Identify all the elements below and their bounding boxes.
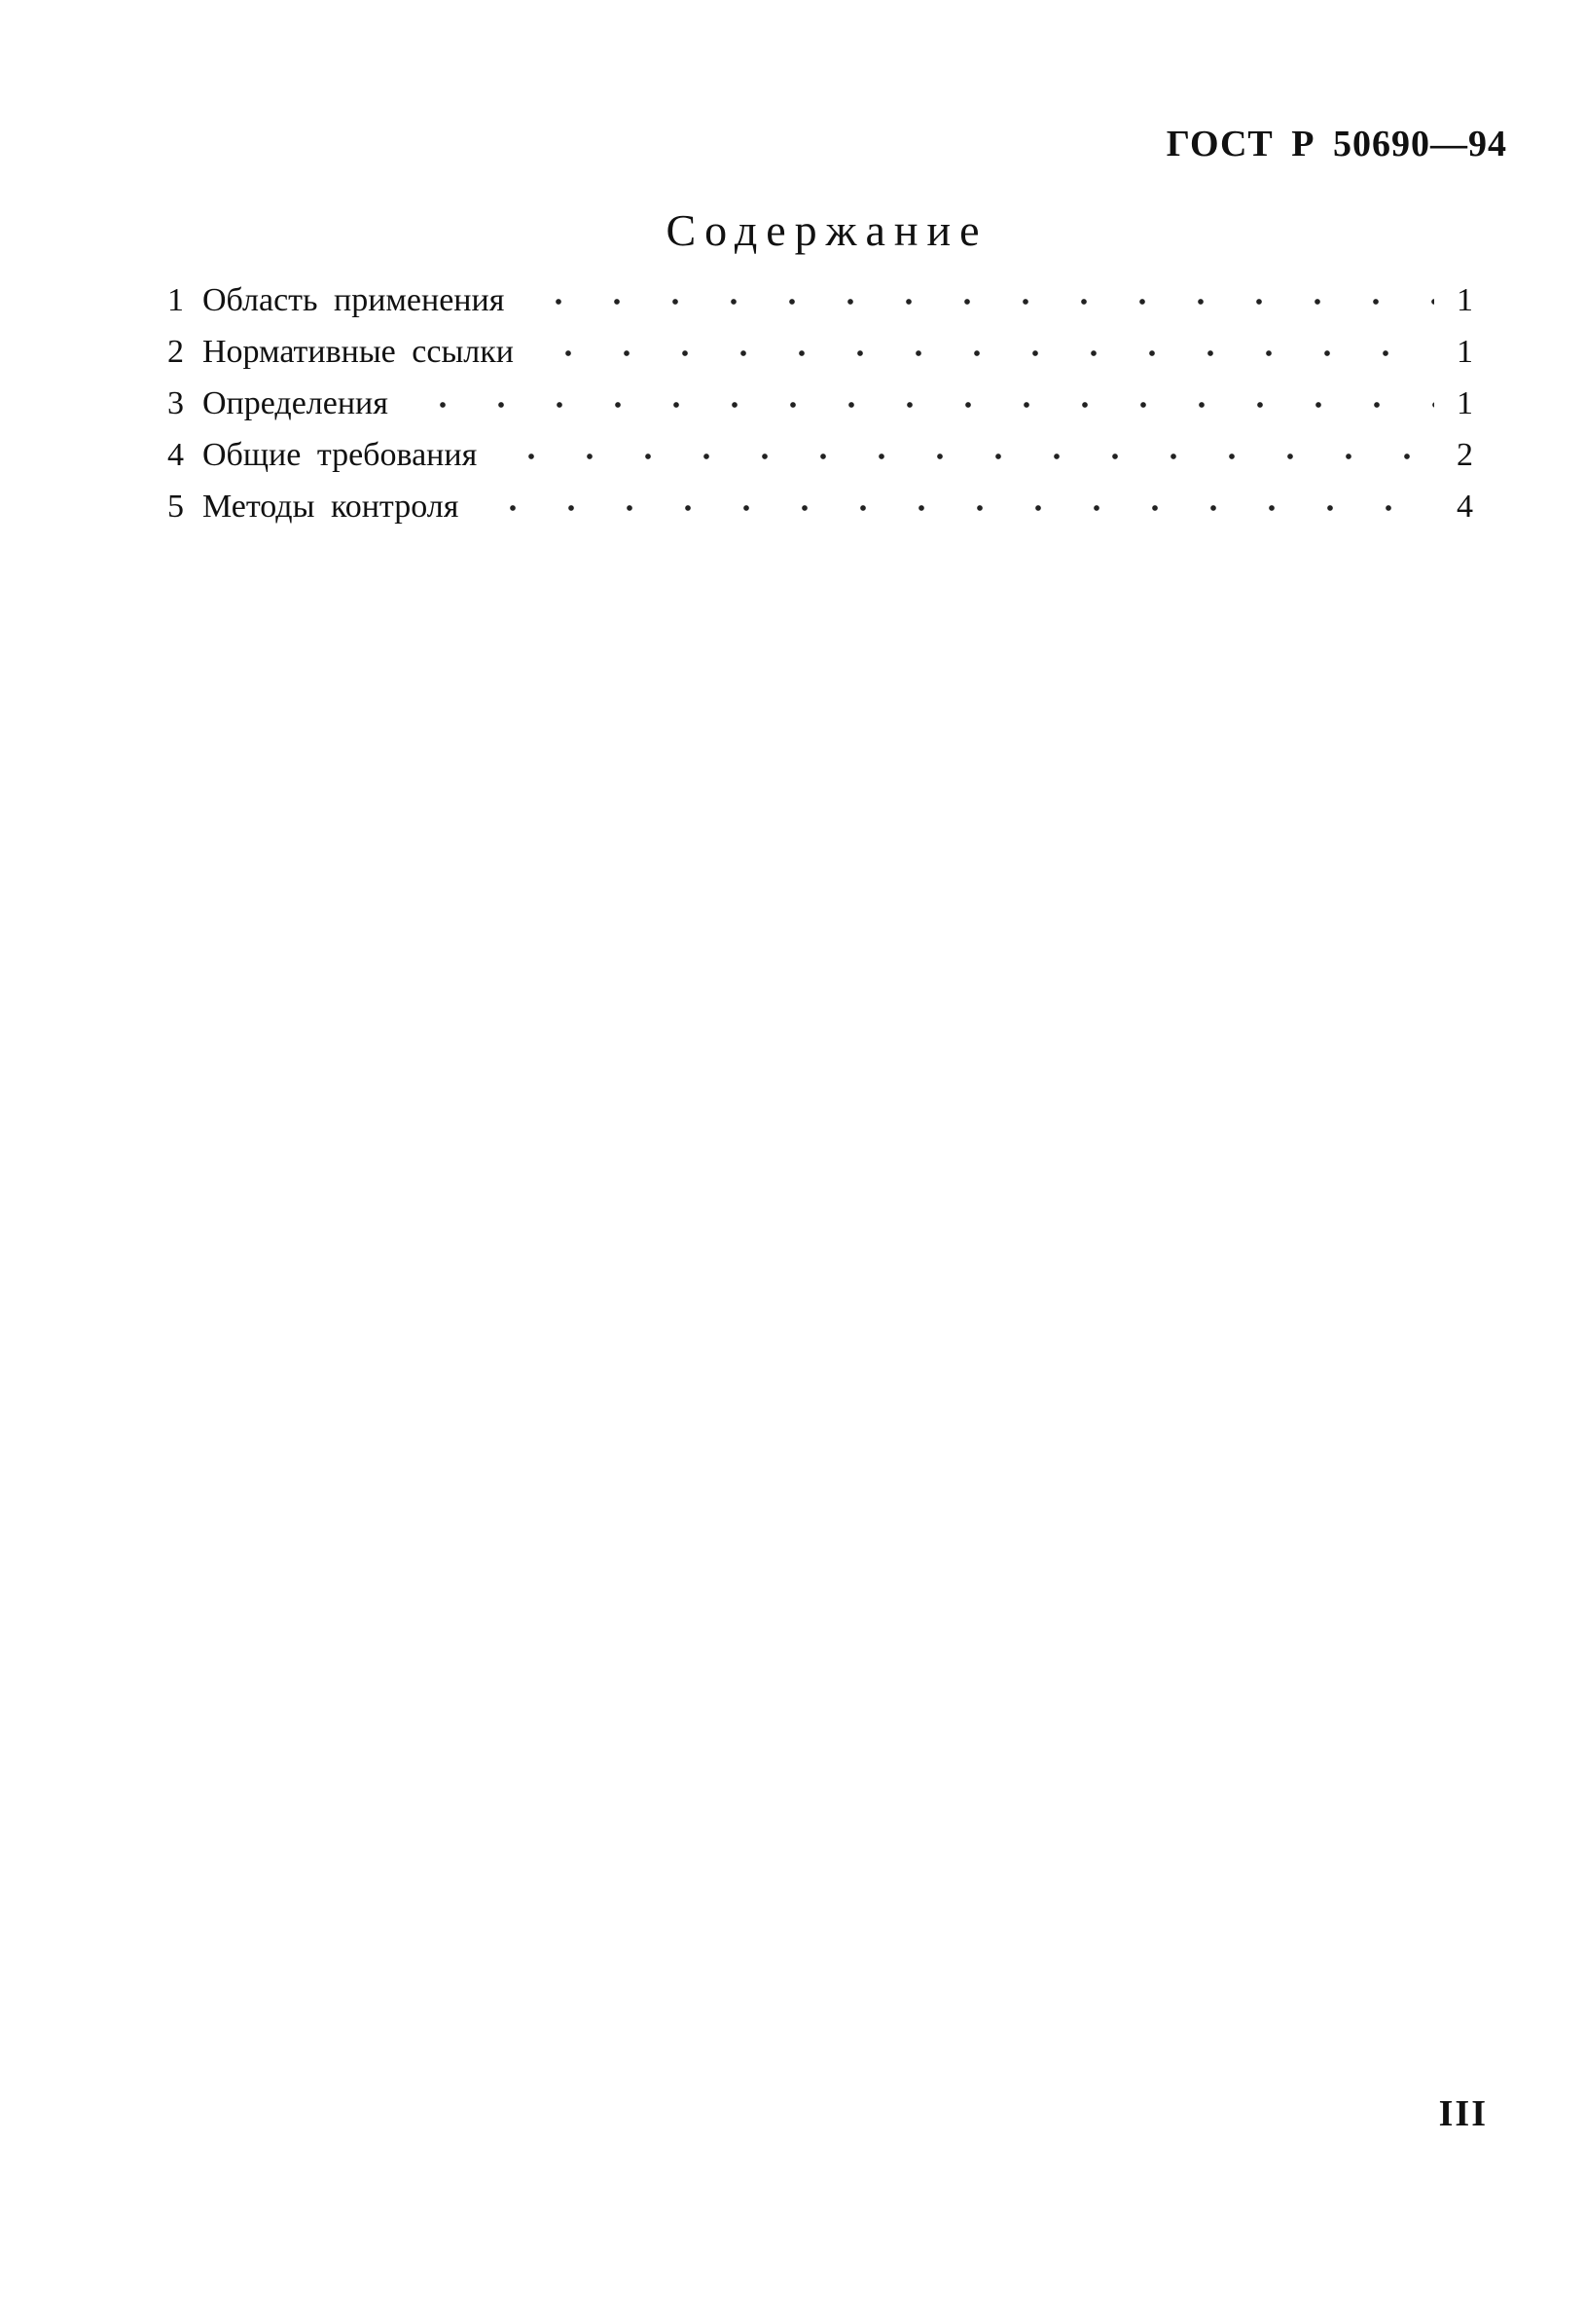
toc-entry-number: 3 <box>167 385 184 421</box>
toc-entry-page: 1 <box>1457 334 1473 370</box>
toc-entry-page: 1 <box>1457 282 1473 318</box>
toc-entry-definitions[interactable] <box>167 385 1473 437</box>
toc-entry-page: 2 <box>1457 437 1473 473</box>
toc-entry-number: 5 <box>167 489 184 525</box>
toc-entry-number: 4 <box>167 437 184 473</box>
toc-entry-number: 2 <box>167 334 184 370</box>
toc-leader-dots <box>502 452 1434 461</box>
toc-leader-dots <box>484 503 1434 513</box>
toc-entry-label: Определения <box>202 385 388 421</box>
toc-entry-test-methods[interactable] <box>167 489 1473 540</box>
toc-entry-label: Общие требования <box>202 437 478 473</box>
toc-entry-label: Методы контроля <box>202 489 459 525</box>
toc-entry-normative-references[interactable] <box>167 334 1473 385</box>
standard-code: ГОСТ Р 50690—94 <box>1166 124 1507 164</box>
toc-entry-number: 1 <box>167 282 184 318</box>
toc-entry-general-requirements[interactable] <box>167 437 1473 489</box>
toc-entry-label: Область применения <box>202 282 505 318</box>
toc-leader-dots <box>529 297 1434 307</box>
toc-entry-page: 1 <box>1457 385 1473 421</box>
toc-title: Содержание <box>666 205 989 255</box>
toc-entry-page: 4 <box>1457 489 1473 525</box>
page-number: III <box>1438 2093 1488 2134</box>
toc-leader-dots <box>539 348 1434 358</box>
toc-entry-label: Нормативные ссылки <box>202 334 514 370</box>
toc-leader-dots <box>414 400 1434 410</box>
toc-entry-scope[interactable] <box>167 282 1473 334</box>
table-of-contents <box>167 282 1473 540</box>
